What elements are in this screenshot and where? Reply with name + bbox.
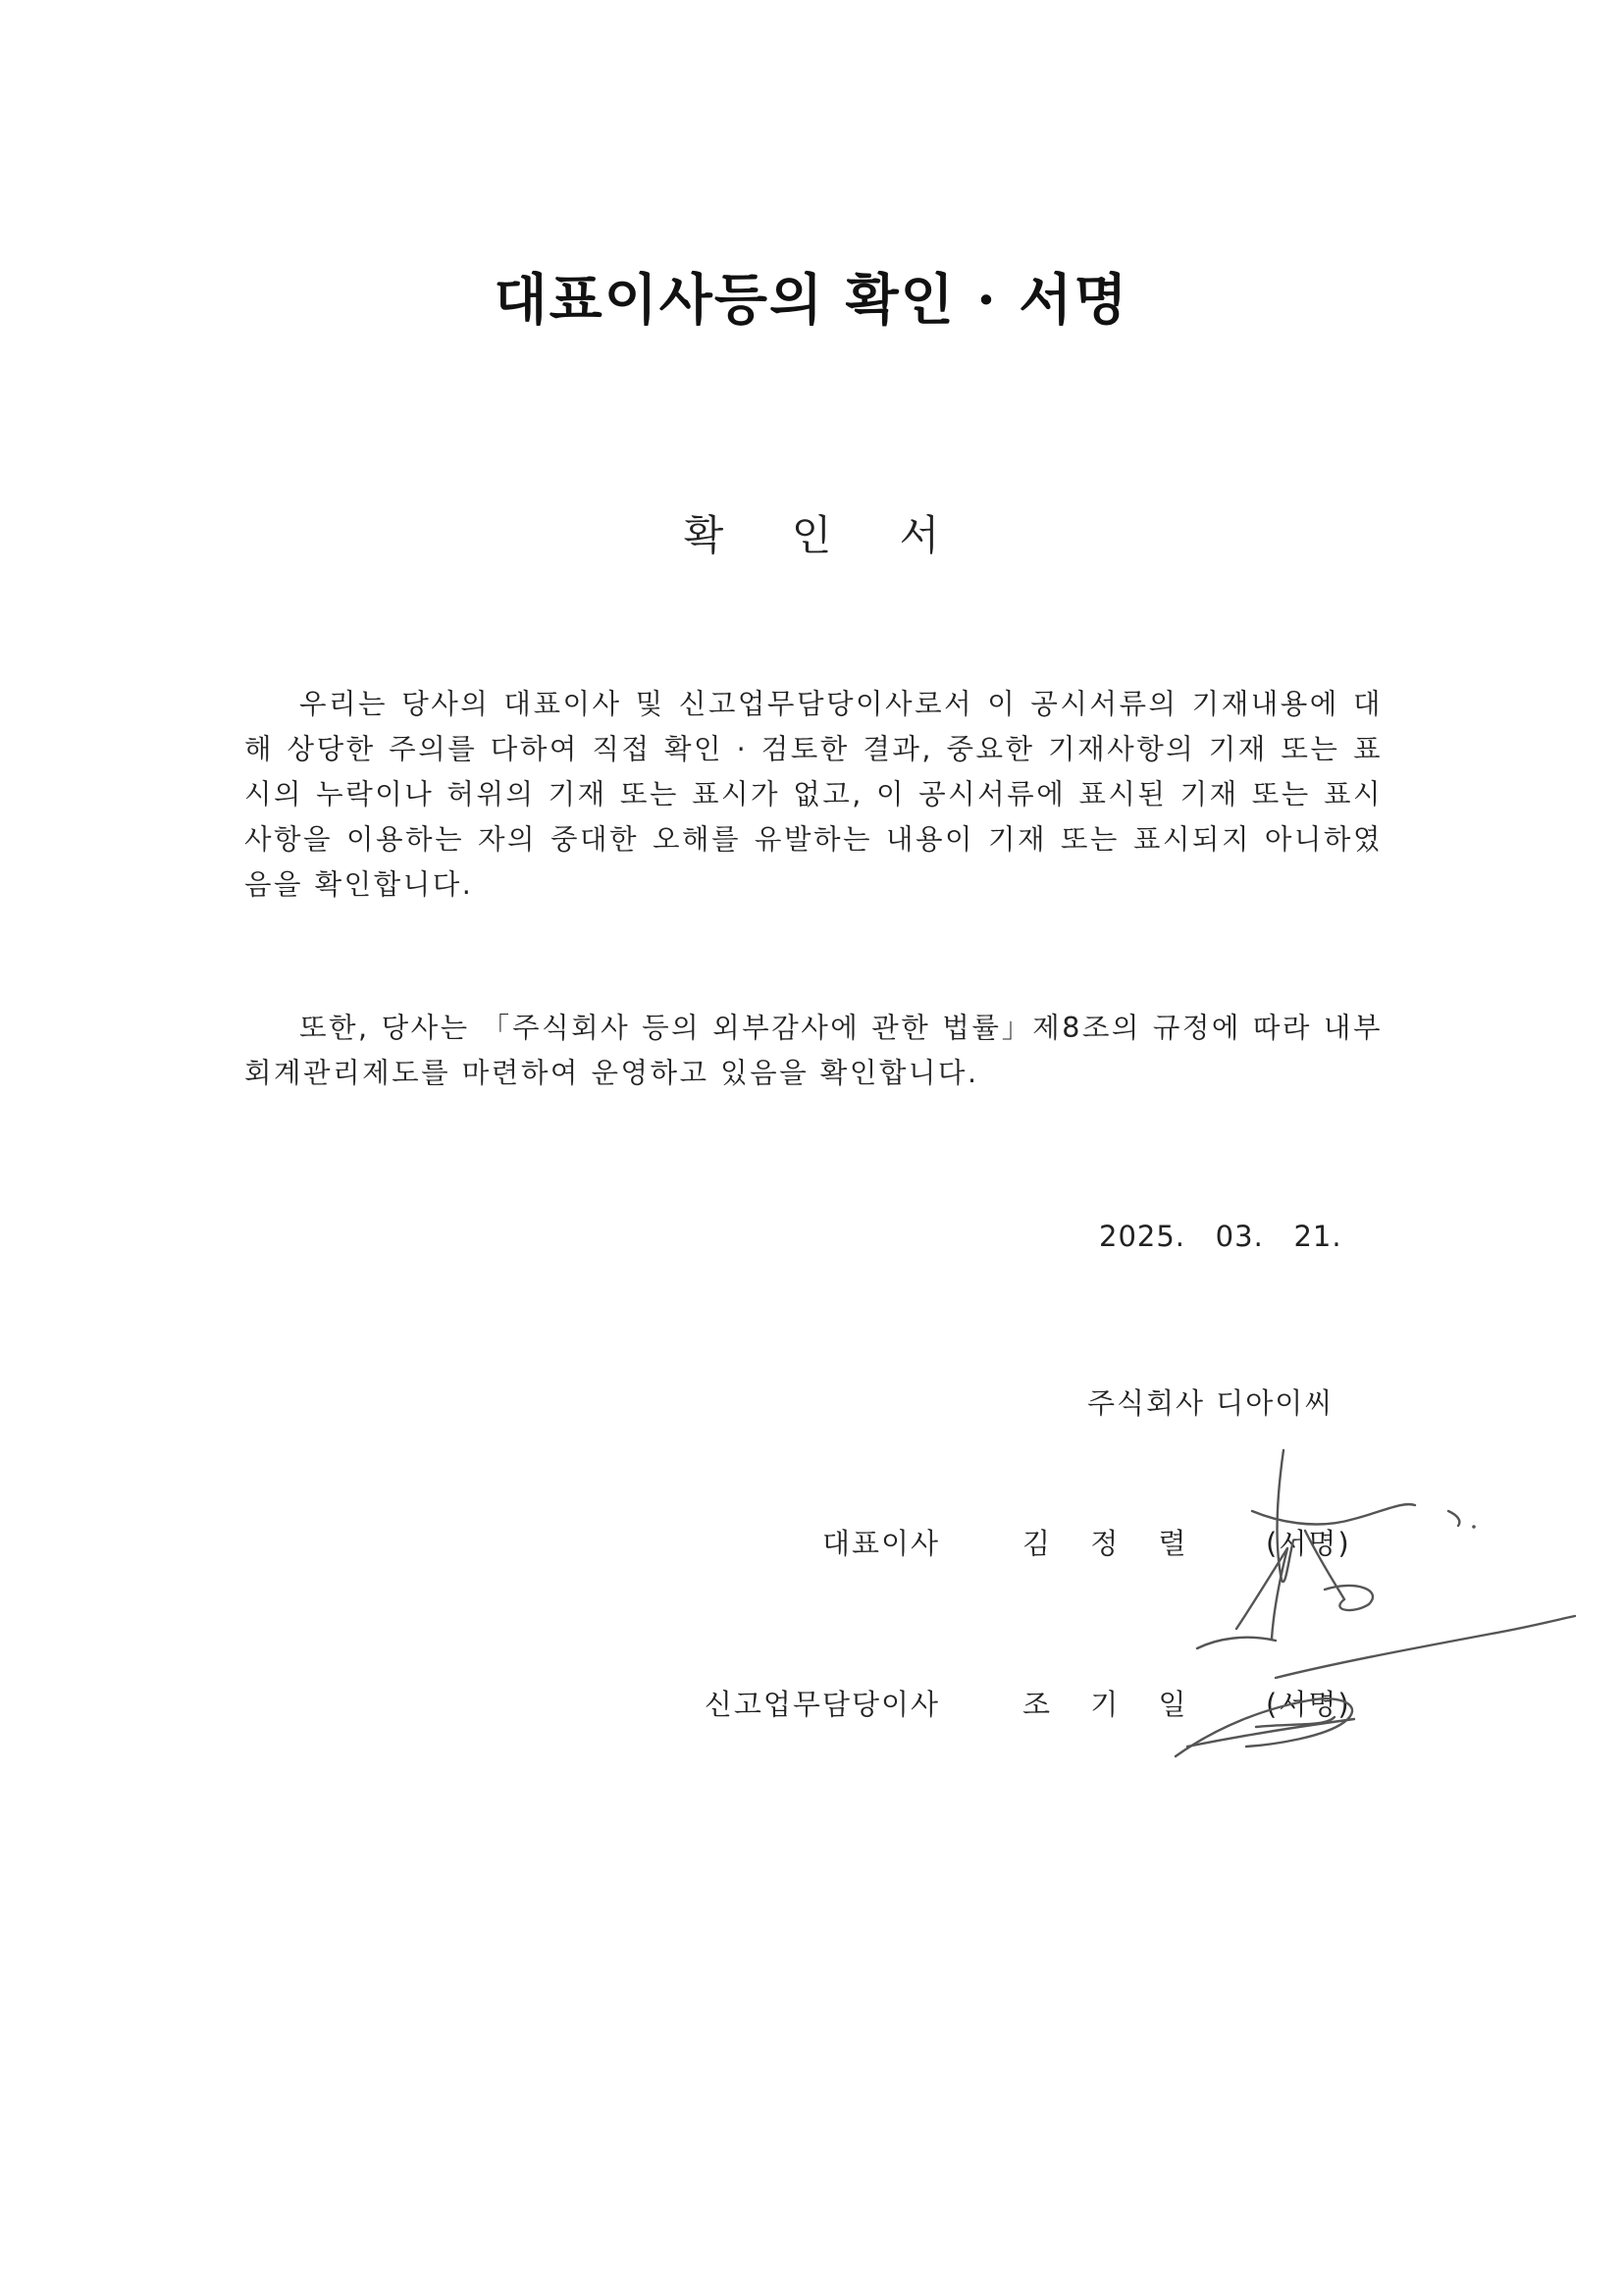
document-subtitle — [0, 503, 1623, 562]
subtitle-char: 서 — [899, 511, 940, 559]
signature-label: (서명) — [1266, 1527, 1351, 1560]
subtitle-char: 확 — [683, 511, 724, 559]
confirmation-paragraph: 우리는 당사의 대표이사 및 신고업무담당이사로서 이 공시서류의 기재내용에 대해 상당한 주의를 다하여 직접 확인 · 검토한 결과, 중요한 기재사항의 기재 또는 표시의 누락이나 허위의 기재 또는 표시가 없고, 이 공시서류에 표시된 기재 또는 표시사항을 이용하는 자의 중대한 오해를 유발하는 내용이 기재 또는 표시되지 아니하였음을 확인합니다. — [244, 688, 1383, 901]
company-name: 주식회사 디아이씨 — [1087, 1386, 1335, 1420]
signature-stroke — [1176, 1698, 1352, 1756]
signature-dot — [1472, 1525, 1476, 1529]
signatory-role: 신고업무담당이사 — [704, 1688, 940, 1721]
subtitle-char: 인 — [791, 511, 832, 559]
signature-stroke — [1197, 1638, 1276, 1648]
signatory-name: 김 정 렬 — [1022, 1527, 1202, 1560]
document-date: 2025. 03. 21. — [1099, 1220, 1342, 1253]
signature-label: (서명) — [1266, 1688, 1351, 1721]
signature-stroke — [1276, 1616, 1575, 1678]
signature-stroke — [1325, 1586, 1373, 1610]
signature-stroke — [1448, 1511, 1459, 1526]
signature-stroke — [1256, 1717, 1335, 1727]
internal-control-paragraph: 또한, 당사는 「주식회사 등의 외부감사에 관한 법률」제8조의 규정에 따라 내부회계관리제도를 마련하여 운영하고 있음을 확인합니다. — [244, 1012, 1383, 1089]
signatory-name: 조 기 일 — [1022, 1688, 1202, 1721]
handwritten-signature — [1158, 1433, 1590, 1786]
document-title: 대표이사등의 확인 · 서명 — [494, 268, 1129, 333]
signatory-role: 대표이사 — [821, 1527, 940, 1560]
signature-stroke — [1236, 1548, 1287, 1639]
